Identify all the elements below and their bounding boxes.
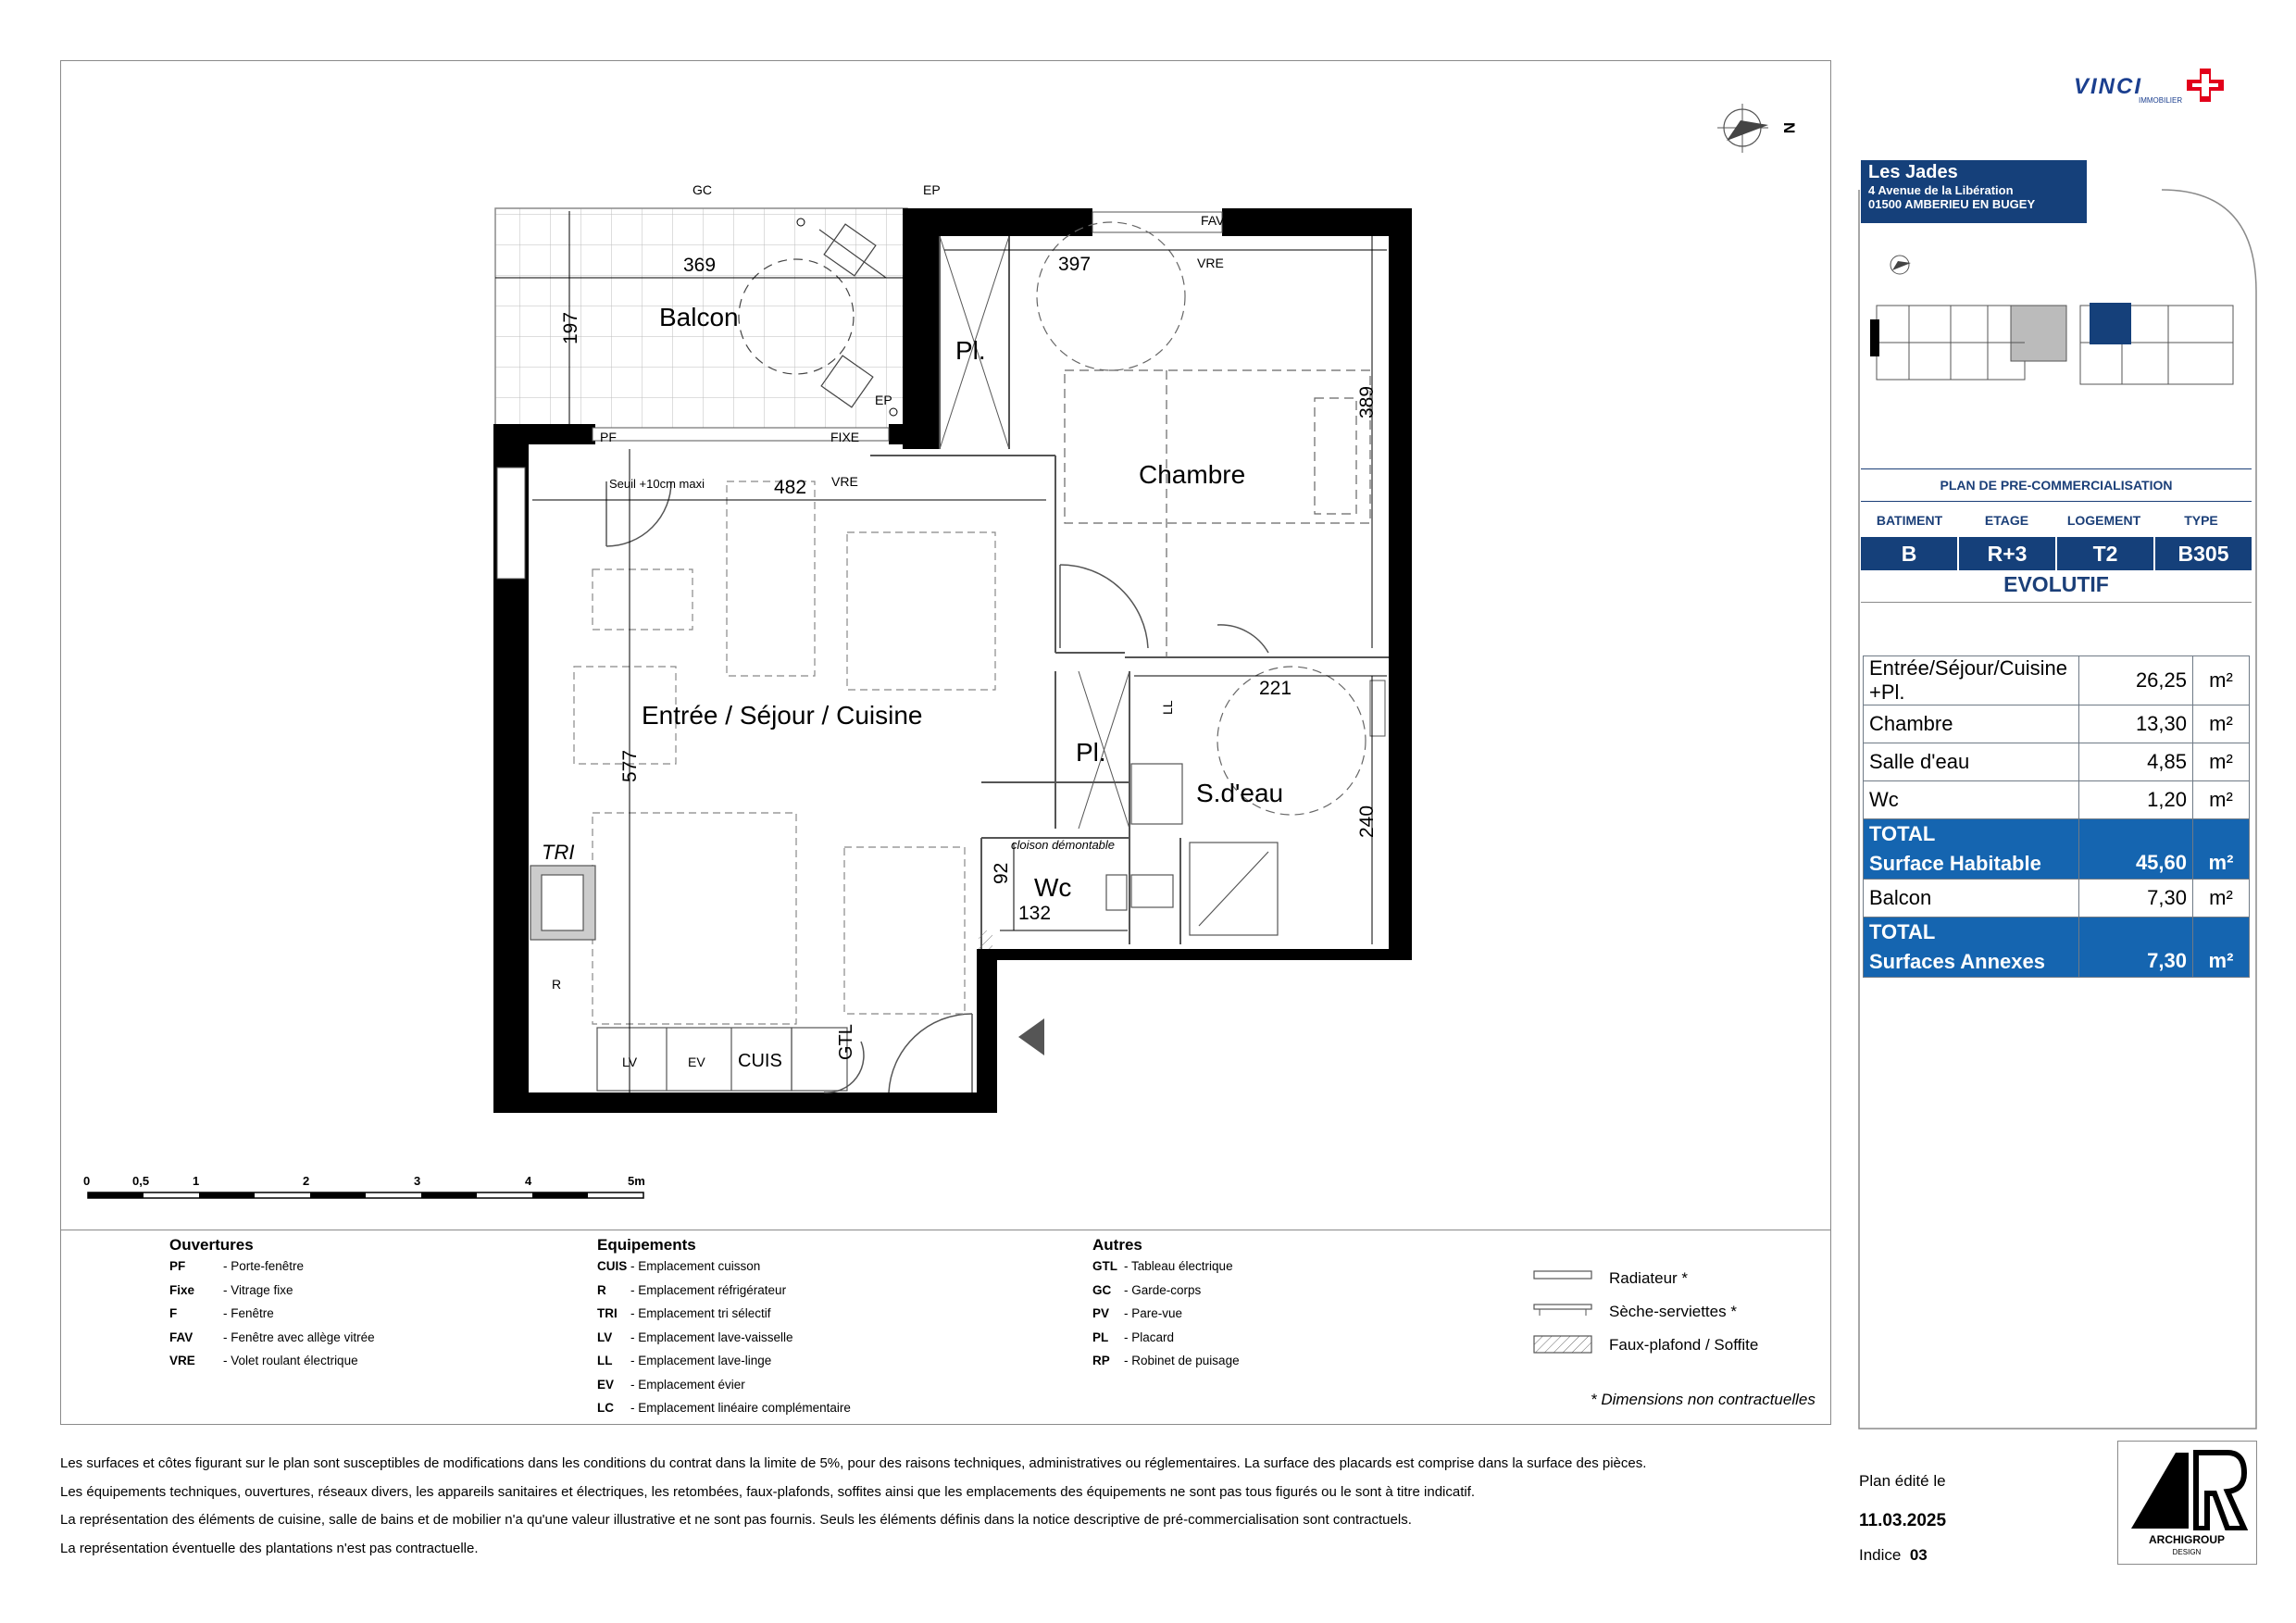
total-row (1864, 918, 2250, 978)
total-value: 45,60 (2079, 819, 2193, 880)
legend-text: - Porte-fenêtre (223, 1259, 305, 1273)
total-label: TOTAL (1869, 920, 1936, 943)
dim-balcon-width: 369 (683, 255, 717, 276)
tag-r: R (552, 977, 562, 992)
tag-fixe: FIXE (830, 430, 860, 444)
total-unit: m² (2193, 918, 2250, 978)
lot-etage: R+3 (1959, 537, 2055, 570)
legend-code: TRI (597, 1306, 618, 1320)
surface-value: 26,25 (2079, 656, 2193, 705)
legend-text: - Placard (1124, 1330, 1175, 1344)
scale-4: 4 (525, 1174, 532, 1188)
total-value: 7,30 (2079, 918, 2193, 978)
legend-text: - Robinet de puisage (1124, 1354, 1240, 1367)
room-placard-1: Pl. (955, 336, 986, 365)
project-address: 4 Avenue de la Libération (1868, 183, 2014, 197)
lot-headers (1861, 507, 2252, 537)
scale-1: 1 (193, 1174, 200, 1188)
legend-radiateur: Radiateur * (1609, 1269, 1689, 1287)
legend-code: VRE (169, 1354, 195, 1367)
edition-date: 11.03.2025 (1859, 1511, 1947, 1530)
table-row (1864, 705, 2250, 743)
legend-text: - Emplacement lave-linge (630, 1354, 772, 1367)
room-chambre: Chambre (1139, 460, 1246, 489)
surface-value: 7,30 (2079, 880, 2193, 918)
edition-indice (1859, 1546, 1928, 1565)
soffit-symbol (1534, 1336, 1591, 1353)
total-sublabel: Surface Habitable (1869, 852, 2041, 875)
total-row (1864, 819, 2250, 880)
tag-tri: TRI (542, 841, 575, 864)
doc-type: PLAN DE PRE-COMMERCIALISATION (1940, 478, 2173, 493)
surface-label: Balcon (1864, 880, 2079, 918)
legend-text: - Fenêtre avec allège vitrée (223, 1330, 375, 1344)
legend-text: - Tableau électrique (1124, 1259, 1233, 1273)
room-sejour: Entrée / Séjour / Cuisine (642, 701, 923, 730)
north-label: N (1780, 122, 1798, 134)
surfaces-table (1863, 655, 2250, 978)
project-name: Les Jades (1868, 162, 1958, 182)
scale-5m: 5m (628, 1174, 645, 1188)
edition-label: Plan édité le (1859, 1472, 1946, 1490)
surface-unit: m² (2193, 656, 2250, 705)
surface-value: 13,30 (2079, 705, 2193, 743)
project-city: 01500 AMBERIEU EN BUGEY (1868, 197, 2036, 211)
legend-text: - Emplacement tri sélectif (630, 1306, 771, 1320)
project-box (1861, 160, 2087, 223)
legend-code: CUIS (597, 1259, 628, 1273)
legend-text: - Emplacement cuisson (630, 1259, 761, 1273)
legend-code: R (597, 1282, 606, 1297)
vinci-sub: IMMOBILIER (2139, 96, 2183, 105)
tag-ep-top: EP (923, 182, 941, 197)
legend-text: - Pare-vue (1124, 1306, 1183, 1320)
legend-code: LL (597, 1354, 613, 1367)
tag-ep-balcony: EP (875, 393, 892, 407)
entry-arrow-icon (1018, 1018, 1044, 1055)
disclaimer-line: Les équipements techniques, ouvertures, réseaux divers, les appareils sanitaires et électriques, les retombées, faux-plafonds, soffites ainsi que les emplacements des équipements ne sont pas tous figurés ou le sont à titre indicatif. (60, 1483, 1476, 1500)
dim-sejour-width: 482 (774, 477, 807, 498)
room-placard-2: Pl. (1076, 738, 1106, 767)
dim-chambre-depth: 389 (1356, 385, 1378, 418)
keyplan-highlight (2090, 303, 2131, 344)
legend-code: Fixe (169, 1282, 195, 1297)
dim-sdeau-depth: 240 (1356, 805, 1378, 838)
architect-logo (2117, 1441, 2257, 1565)
surface-unit: m² (2193, 781, 2250, 819)
total-unit: m² (2193, 819, 2250, 880)
table-row (1864, 880, 2250, 918)
surface-label: Salle d'eau (1864, 743, 2079, 781)
tag-ll: LL (1160, 700, 1175, 715)
lot-header-type: TYPE (2184, 513, 2218, 528)
towel-dryer-symbol (1534, 1305, 1591, 1309)
legend-text: - Fenêtre (223, 1306, 274, 1320)
lot-header-etage: ETAGE (1984, 513, 2029, 528)
door-swings (606, 481, 1268, 1092)
soffit (979, 930, 992, 949)
legend-text: - Emplacement évier (630, 1377, 745, 1392)
scale-2: 2 (303, 1174, 310, 1188)
legend-text: - Emplacement lave-vaisselle (630, 1330, 793, 1344)
tag-cloison: cloison démontable (1011, 838, 1116, 852)
partitions (870, 236, 1389, 949)
legend-text: - Garde-corps (1124, 1282, 1202, 1297)
scale-0: 0 (83, 1174, 91, 1188)
room-balcon: Balcon (659, 303, 739, 331)
legend-code: RP (1092, 1354, 1110, 1367)
legend-code: FAV (169, 1330, 193, 1344)
architect-sub: DESIGN (2172, 1548, 2202, 1556)
lot-logement: T2 (2057, 537, 2153, 570)
legend-ouvertures (169, 1236, 375, 1373)
tag-ev: EV (688, 1055, 705, 1069)
room-sdeau: S.d'eau (1196, 779, 1284, 807)
dim-wc-width: 132 (1018, 903, 1052, 924)
tag-gtl: GTL (836, 1024, 856, 1060)
table-row (1864, 656, 2250, 705)
tag-lv: LV (622, 1055, 638, 1069)
tag-cuis: CUIS (738, 1051, 782, 1071)
surface-unit: m² (2193, 743, 2250, 781)
surface-value: 1,20 (2079, 781, 2193, 819)
vinci-cross-icon (2177, 65, 2231, 106)
legend-equipements-title: Equipements (597, 1236, 696, 1254)
legend-code: EV (597, 1377, 615, 1392)
legend-code: LV (597, 1330, 613, 1344)
legend-symbols (1532, 1264, 1606, 1366)
north-arrow-icon (1717, 104, 1798, 153)
indice-value: 03 (1909, 1546, 1928, 1564)
tag-pf: PF (600, 430, 617, 444)
lot-status: EVOLUTIF (2003, 572, 2109, 596)
tag-fav: FAV (1201, 213, 1225, 228)
surface-value: 4,85 (2079, 743, 2193, 781)
lot-header-logement: LOGEMENT (2066, 513, 2141, 528)
legend-autres-title: Autres (1092, 1236, 1142, 1254)
legend-code: F (169, 1306, 178, 1320)
doc-type-rule (1861, 468, 2252, 469)
legend-code: GC (1092, 1282, 1112, 1297)
scale-05: 0,5 (132, 1174, 150, 1188)
doc-type-rule-2 (1861, 501, 2252, 502)
room-wc: Wc (1034, 873, 1072, 902)
legend-code: GTL (1092, 1259, 1117, 1273)
tag-seuil: Seuil +10cm maxi (609, 477, 705, 491)
legend-faux-plafond: Faux-plafond / Soffite (1609, 1336, 1759, 1354)
lot-values (1861, 537, 2252, 570)
disclaimer-line: La représentation éventuelle des plantations n'est pas contractuelle. (60, 1540, 479, 1556)
dim-chambre-width: 397 (1058, 254, 1092, 275)
total-label: TOTAL (1869, 822, 1936, 845)
disclaimer (60, 1450, 1646, 1563)
legend-code: PV (1092, 1306, 1110, 1320)
legend-code: PL (1092, 1330, 1109, 1344)
surface-label: Entrée/Séjour/Cuisine +Pl. (1864, 656, 2079, 705)
table-row (1864, 781, 2250, 819)
surface-unit: m² (2193, 705, 2250, 743)
indice-label: Indice (1859, 1546, 1902, 1564)
lot-header-batiment: BATIMENT (1876, 513, 1943, 528)
legend-autres (1092, 1236, 1240, 1373)
tag-vre-sejour: VRE (831, 474, 858, 489)
tag-vre-chambre: VRE (1197, 256, 1224, 270)
vinci-logo: VINCI (2074, 74, 2143, 99)
building-keyplan (1863, 250, 2252, 417)
surface-unit: m² (2193, 880, 2250, 918)
scale-3: 3 (414, 1174, 421, 1188)
table-row (1864, 743, 2250, 781)
disclaimer-line: Les surfaces et côtes figurant sur le plan sont susceptibles de modifications dans les conditions du contrat dans la limite de 5%, pour des raisons techniques, administratives ou réglementaires. La surface des placards est comprise dans la surface des pièces. (60, 1455, 1647, 1471)
legend-note: * Dimensions non contractuelles (1591, 1391, 1816, 1408)
dim-sdeau-width: 221 (1259, 678, 1292, 699)
disclaimer-line: La représentation des éléments de cuisine, salle de bains et de mobilier n'a qu'une valeur illustrative et ne sont pas fournis. Seuls les éléments définis dans la notice descriptive de pré-commercialisation sont contractuels. (60, 1512, 1412, 1528)
surface-label: Chambre (1864, 705, 2079, 743)
dim-balcon-depth: 197 (560, 311, 581, 344)
architect-name: ARCHIGROUP (2148, 1533, 2225, 1546)
legend-equipements (597, 1236, 851, 1420)
tag-gc: GC (693, 182, 712, 197)
legend-text: - Emplacement linéaire complémentaire (630, 1401, 851, 1415)
architect-logo-icon (2118, 1447, 2255, 1530)
legend-symbol-labels (1609, 1262, 1758, 1362)
dim-sejour-depth: 577 (619, 749, 641, 782)
radiator-symbol (1534, 1271, 1591, 1279)
legend-text: - Volet roulant électrique (223, 1354, 358, 1367)
total-sublabel: Surfaces Annexes (1869, 950, 2045, 973)
legend-code: PF (169, 1259, 186, 1273)
legend-code: LC (597, 1401, 614, 1415)
legend-text: - Vitrage fixe (223, 1282, 293, 1297)
bed (1037, 222, 1370, 815)
legend-seche-serviettes: Sèche-serviettes * (1609, 1303, 1737, 1320)
lot-batiment: B (1861, 537, 1957, 570)
surface-label: Wc (1864, 781, 2079, 819)
dim-wc-depth: 92 (991, 862, 1012, 884)
scale-bar (83, 1174, 645, 1198)
lot-status-rule (1861, 602, 2252, 603)
legend-text: - Emplacement réfrigérateur (630, 1282, 787, 1297)
legend-ouvertures-title: Ouvertures (169, 1236, 254, 1254)
lot-type: B305 (2155, 537, 2252, 570)
